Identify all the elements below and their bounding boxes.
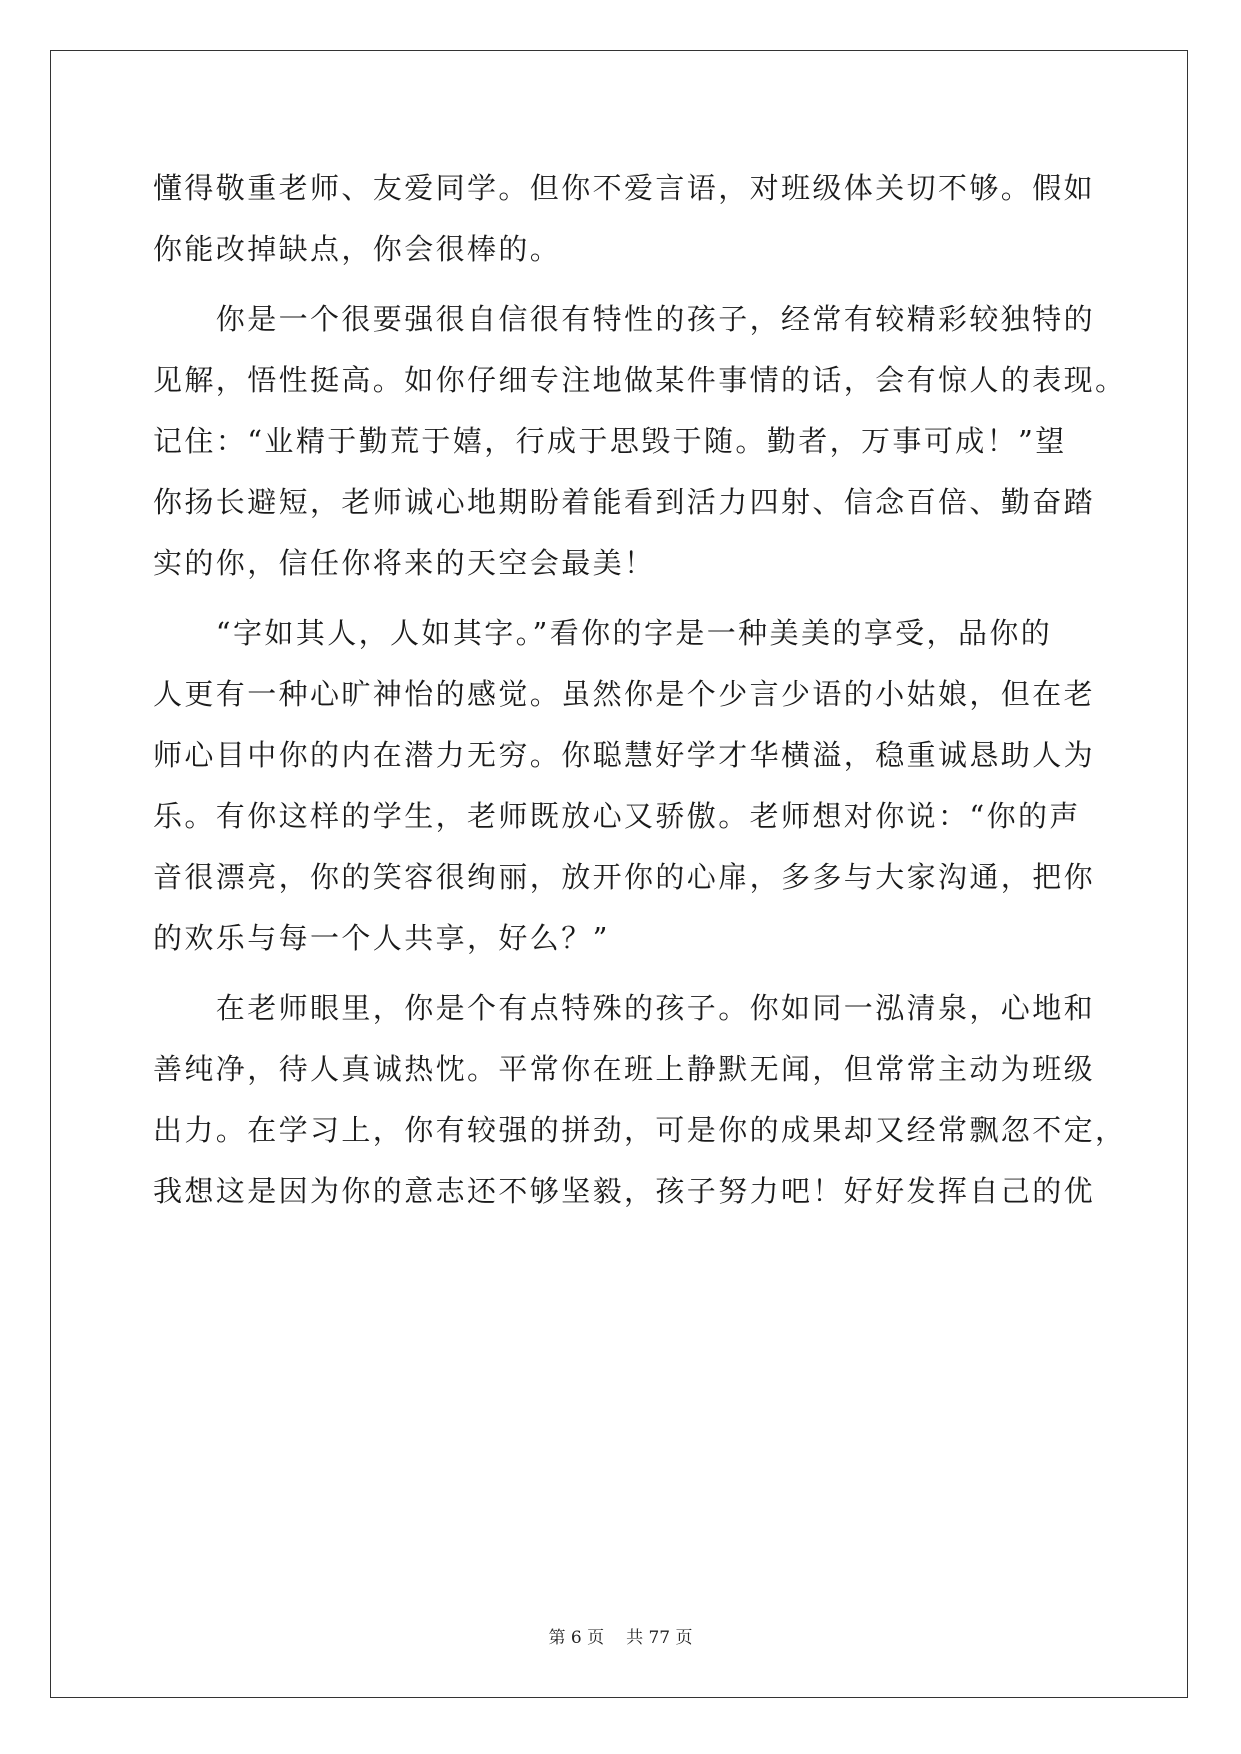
text-line: 的欢乐与每一个人共享，好么？” <box>153 921 610 955</box>
text-line: 乐。有你这样的学生，老师既放心又骄傲。老师想对你说：“你的声 <box>153 799 1081 833</box>
page-number: 第 6 页 <box>548 1628 605 1648</box>
text-line: 人更有一种心旷神怡的感觉。虽然你是个少言少语的小姑娘，但在老 <box>153 677 1096 711</box>
text-line: 你是一个很要强很自信很有特性的孩子，经常有较精彩较独特的 <box>153 302 1096 336</box>
text-line: 记住：“业精于勤荒于嬉，行成于思毁于随。勤者，万事可成！”望 <box>153 424 1067 458</box>
text-line: “字如其人，人如其字。”看你的字是一种美美的享受，品你的 <box>153 616 1053 650</box>
text-line: 音很漂亮，你的笑容很绚丽，放开你的心扉，多多与大家沟通，把你 <box>153 860 1096 894</box>
text-line: 实的你，信任你将来的天空会最美！ <box>153 546 656 580</box>
text-line: 懂得敬重老师、友爱同学。但你不爱言语，对班级体关切不够。假如 <box>153 171 1096 205</box>
text-line: 善纯净，待人真诚热忱。平常你在班上静默无闻，但常常主动为班级 <box>153 1052 1096 1086</box>
text-line: 见解，悟性挺高。如你仔细专注地做某件事情的话，会有惊人的表现。 <box>153 363 1127 397</box>
text-line: 在老师眼里，你是个有点特殊的孩子。你如同一泓清泉，心地和 <box>153 991 1096 1025</box>
text-line: 你能改掉缺点，你会很棒的。 <box>153 232 562 266</box>
text-line: 你扬长避短，老师诚心地期盼着能看到活力四射、信念百倍、勤奋踏 <box>153 485 1096 519</box>
text-line: 出力。在学习上，你有较强的拼劲，可是你的成果却又经常飘忽不定， <box>153 1113 1127 1147</box>
page-total: 共 77 页 <box>626 1628 693 1648</box>
page-footer <box>0 1626 1241 1650</box>
text-line: 我想这是因为你的意志还不够坚毅，孩子努力吧！好好发挥自己的优 <box>153 1174 1096 1208</box>
text-line: 师心目中你的内在潜力无穷。你聪慧好学才华横溢，稳重诚恳助人为 <box>153 738 1096 772</box>
